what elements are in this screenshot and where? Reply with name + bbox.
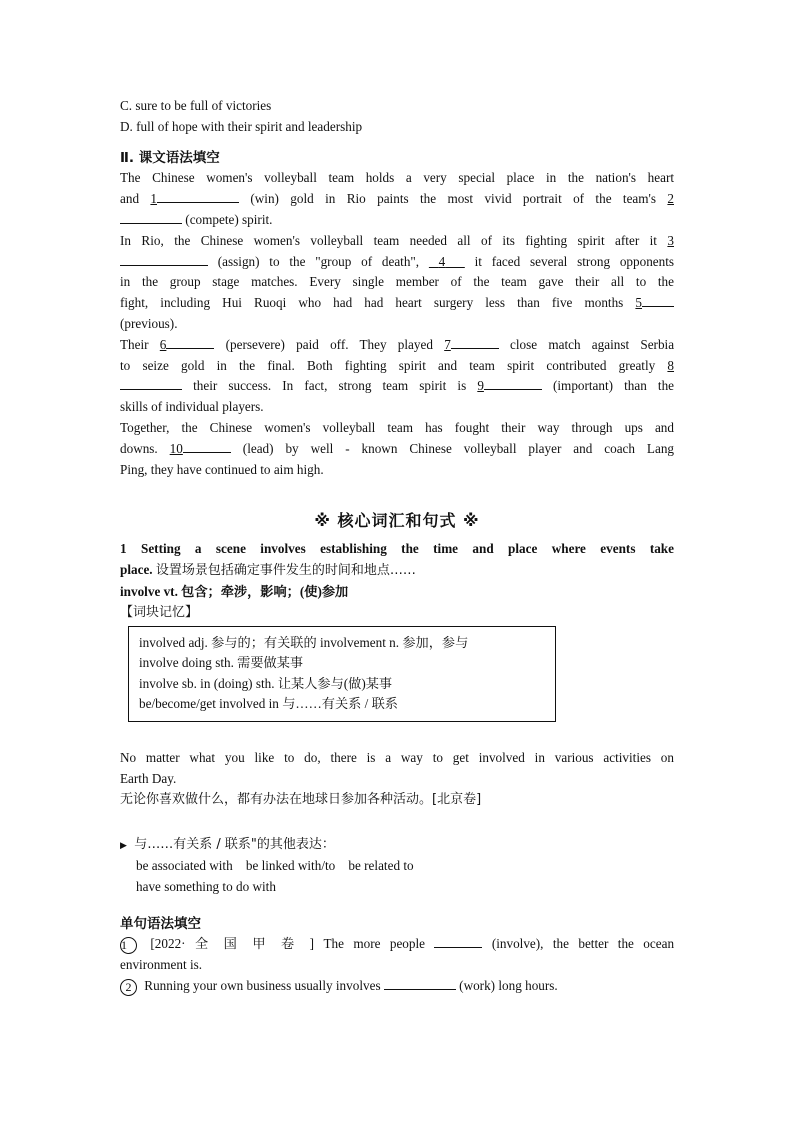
chunk-box xyxy=(128,626,556,722)
word-definition: involve vt. 包含；牵涉，影响；(使)参加 xyxy=(120,583,349,599)
chunk-line: involve sb. in (doing) sth. 让某人参与(做)某事 xyxy=(139,675,393,691)
passage-line: (previous). xyxy=(120,315,178,331)
blank-4[interactable]: 4 xyxy=(438,253,446,269)
number-2-icon: 2 xyxy=(120,979,137,996)
passage-line: in the group stage matches. Every single member of the team gave their all to the xyxy=(120,274,674,290)
passage-line: their success. In fact, strong team spirit is 9 (important) than the xyxy=(120,376,674,397)
exercise-2-blank[interactable] xyxy=(384,977,456,990)
blank-8-line[interactable] xyxy=(120,377,182,390)
key-sentence-cont: place. 设置场景包括确定事件发生的时间和地点…… xyxy=(120,562,416,579)
passage-line: and 1 (win) gold in Rio paints the most vivid portrait of the team's 2 xyxy=(120,191,674,207)
key-sentence: 1 Setting a scene involves establishing the time and place where events take xyxy=(120,541,674,557)
document-page xyxy=(120,96,674,997)
passage-line: to seize gold in the final. Both fighting spirit and team spirit contributed greatly 8 xyxy=(120,357,675,373)
blank-10[interactable]: 10 xyxy=(170,441,231,456)
blank-7[interactable]: 7 xyxy=(444,337,499,352)
passage-line: The Chinese women's volleyball team holds a very special place in the nation's heart xyxy=(120,170,674,186)
example-en-cont: Earth Day. xyxy=(120,770,177,786)
exercise-1-cont: environment is. xyxy=(120,957,203,973)
example-en: No matter what you like to do, there is a way to get involved in various activities on xyxy=(120,749,674,765)
exercise-1: 1 [2022· 全 国 甲 卷 ] The more people (involve), the better the ocean xyxy=(121,936,675,952)
passage-line: Ping, they have continued to aim high. xyxy=(120,461,324,477)
option-c: C. sure to be full of victories xyxy=(120,98,272,113)
passage-line: In Rio, the Chinese women's volleyball team needed all of its fighting spirit after it 3 xyxy=(120,232,674,248)
blank-2[interactable]: 2 xyxy=(667,191,674,207)
passage-line: Together, the Chinese women's volleyball team has fought their way through ups and xyxy=(120,419,674,435)
option-d: D. full of hope with their spirit and leadership xyxy=(120,118,363,134)
other-expressions-line: have something to do with xyxy=(136,878,276,894)
blank-9[interactable]: 9 xyxy=(477,378,542,393)
passage-line: fight, including Hui Ruoqi who had had heart surgery less than five months 5 xyxy=(120,293,674,314)
blank-2-line[interactable] xyxy=(120,211,182,224)
core-vocab-title: ※ 核心词汇和句式 ※ xyxy=(314,511,480,531)
chunk-line: involve doing sth. 需要做某事 xyxy=(139,655,304,671)
passage-line: Their 6 (persevere) paid off. They played 7 close match against Serbia xyxy=(120,336,675,352)
triangle-bullet-icon: ▶ xyxy=(120,839,127,850)
passage-line: (assign) to the "group of death", 4 it faced several strong opponents xyxy=(120,252,674,273)
other-expressions-line: be associated with be linked with/to be related to xyxy=(136,858,414,874)
exercise-1-blank[interactable] xyxy=(434,935,482,948)
exercise-2: 2 Running your own business usually involves (work) long hours. xyxy=(120,976,674,997)
section-heading: Ⅱ. 课文语法填空 xyxy=(120,149,220,166)
blank-1[interactable]: 1 xyxy=(150,191,239,206)
chunk-line: be/become/get involved in 与……有关系 / 联系 xyxy=(139,696,398,712)
blank-6[interactable]: 6 xyxy=(160,337,215,352)
blank-8[interactable]: 8 xyxy=(667,357,675,373)
chunk-label: 【词块记忆】 xyxy=(120,604,199,620)
blank-3-line[interactable] xyxy=(120,253,208,266)
passage-line: (compete) spirit. xyxy=(120,210,674,231)
blank-3[interactable]: 3 xyxy=(667,232,674,248)
exercise-title: 单句语法填空 xyxy=(120,915,201,932)
number-1-icon: 1 xyxy=(120,937,137,954)
blank-5[interactable]: 5 xyxy=(635,295,674,310)
grammar-passage xyxy=(120,168,674,480)
passage-line: downs. 10 (lead) by well - known Chinese volleyball player and coach Lang xyxy=(120,440,675,456)
passage-line: skills of individual players. xyxy=(120,399,264,415)
chunk-line: involved adj. 参与的；有关联的 involvement n. 参加，参与 xyxy=(139,634,469,650)
other-expressions-label: ▶ 与……有关系 / 联系"的其他表达： xyxy=(120,837,335,853)
example-cn: 无论你喜欢做什么，都有办法在地球日参加各种活动。[北京卷] xyxy=(120,791,482,807)
